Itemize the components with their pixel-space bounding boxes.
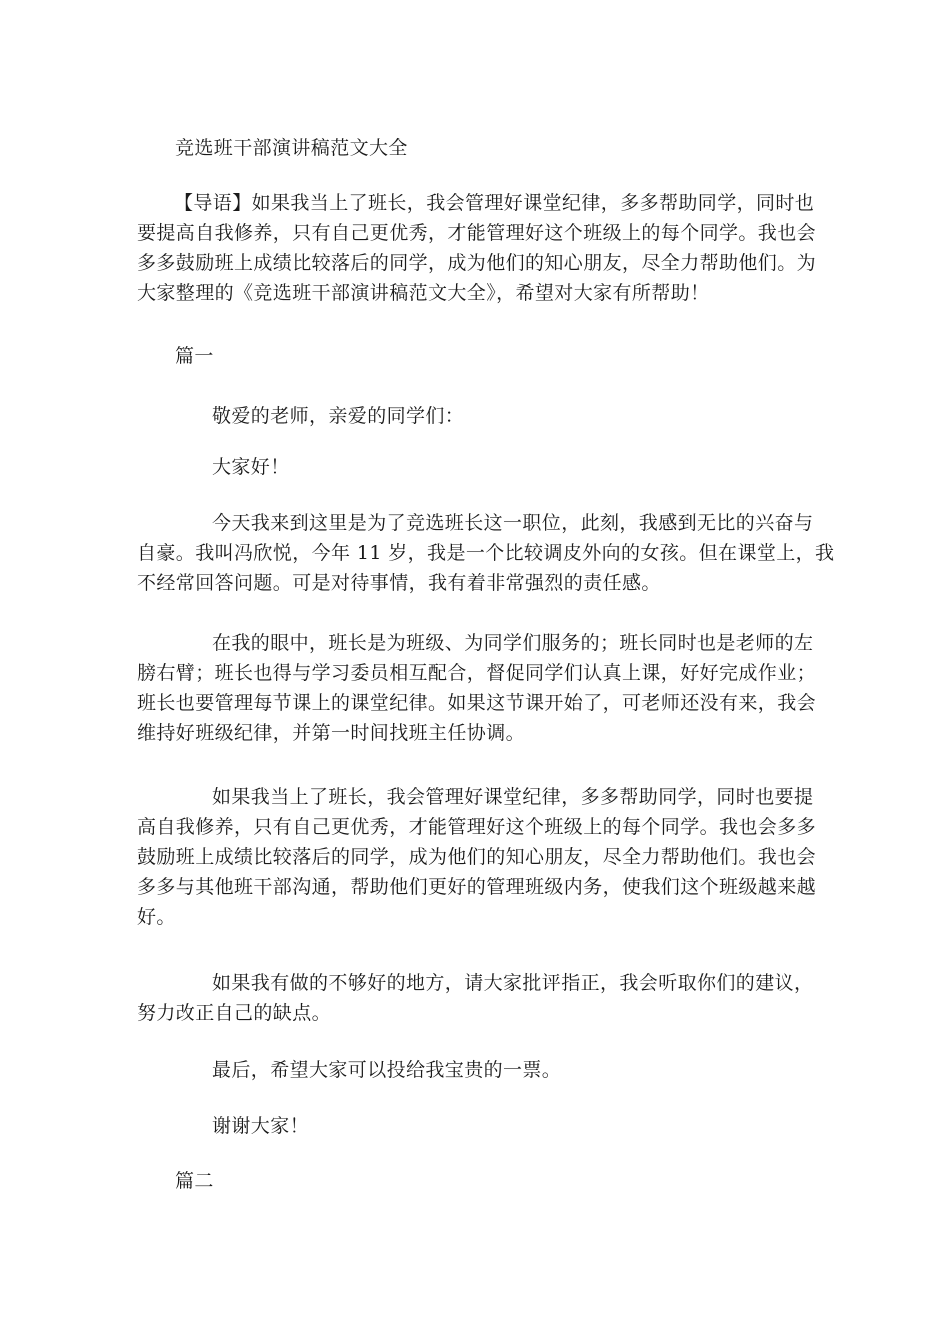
- intro-line: 多多鼓励班上成绩比较落后的同学，成为他们的知心朋友，尽全力帮助他们。为: [137, 252, 817, 274]
- paragraph-line: 努力改正自己的缺点。: [137, 1002, 332, 1024]
- paragraph-line: 自豪。我叫冯欣悦，今年 11 岁，我是一个比较调皮外向的女孩。但在课堂上，我: [137, 542, 835, 564]
- paragraph-line: 鼓励班上成绩比较落后的同学，成为他们的知心朋友，尽全力帮助他们。我也会: [137, 846, 817, 868]
- paragraph-line: 多多与其他班干部沟通，帮助他们更好的管理班级内务，使我们这个班级越来越: [137, 876, 817, 898]
- intro-line: 大家整理的《竞选班干部演讲稿范文大全》，希望对大家有所帮助！: [137, 282, 710, 304]
- body-paragraph-2: [137, 628, 817, 748]
- salutation: 敬爱的老师，亲爱的同学们：: [212, 405, 465, 427]
- section-heading-1: 篇一: [175, 345, 214, 367]
- document-title: 竞选班干部演讲稿范文大全: [175, 137, 408, 159]
- paragraph-line: 班长也要管理每节课上的课堂纪律。如果这节课开始了，可老师还没有来，我会: [137, 692, 817, 714]
- paragraph-line: 在我的眼中，班长是为班级、为同学们服务的；班长同时也是老师的左: [212, 632, 814, 654]
- intro-line: 要提高自我修养，只有自己更优秀，才能管理好这个班级上的每个同学。我也会: [137, 222, 817, 244]
- paragraph-line: 如果我当上了班长，我会管理好课堂纪律，多多帮助同学，同时也要提: [212, 786, 814, 808]
- body-paragraph-1: [137, 508, 835, 598]
- closing-line-2: 谢谢大家！: [212, 1115, 310, 1137]
- intro-paragraph: [137, 188, 817, 308]
- body-paragraph-4: [137, 968, 817, 1028]
- paragraph-line: 如果我有做的不够好的地方，请大家批评指正，我会听取你们的建议，: [212, 972, 814, 994]
- intro-line: 【导语】如果我当上了班长，我会管理好课堂纪律，多多帮助同学，同时也: [174, 192, 815, 214]
- paragraph-line: 高自我修养，只有自己更优秀，才能管理好这个班级上的每个同学。我也会多多: [137, 816, 817, 838]
- body-paragraph-3: [137, 782, 817, 932]
- paragraph-line: 好。: [137, 906, 176, 928]
- paragraph-line: 膀右臂；班长也得与学习委员相互配合，督促同学们认真上课，好好完成作业；: [137, 662, 817, 684]
- section-heading-2: 篇二: [175, 1170, 214, 1192]
- greeting: 大家好！: [212, 456, 290, 478]
- closing-line-1: 最后，希望大家可以投给我宝贵的一票。: [212, 1059, 562, 1081]
- paragraph-line: 不经常回答问题。可是对待事情，我有着非常强烈的责任感。: [137, 572, 661, 594]
- paragraph-line: 今天我来到这里是为了竞选班长这一职位，此刻，我感到无比的兴奋与: [212, 512, 814, 534]
- paragraph-line: 维持好班级纪律，并第一时间找班主任协调。: [137, 722, 526, 744]
